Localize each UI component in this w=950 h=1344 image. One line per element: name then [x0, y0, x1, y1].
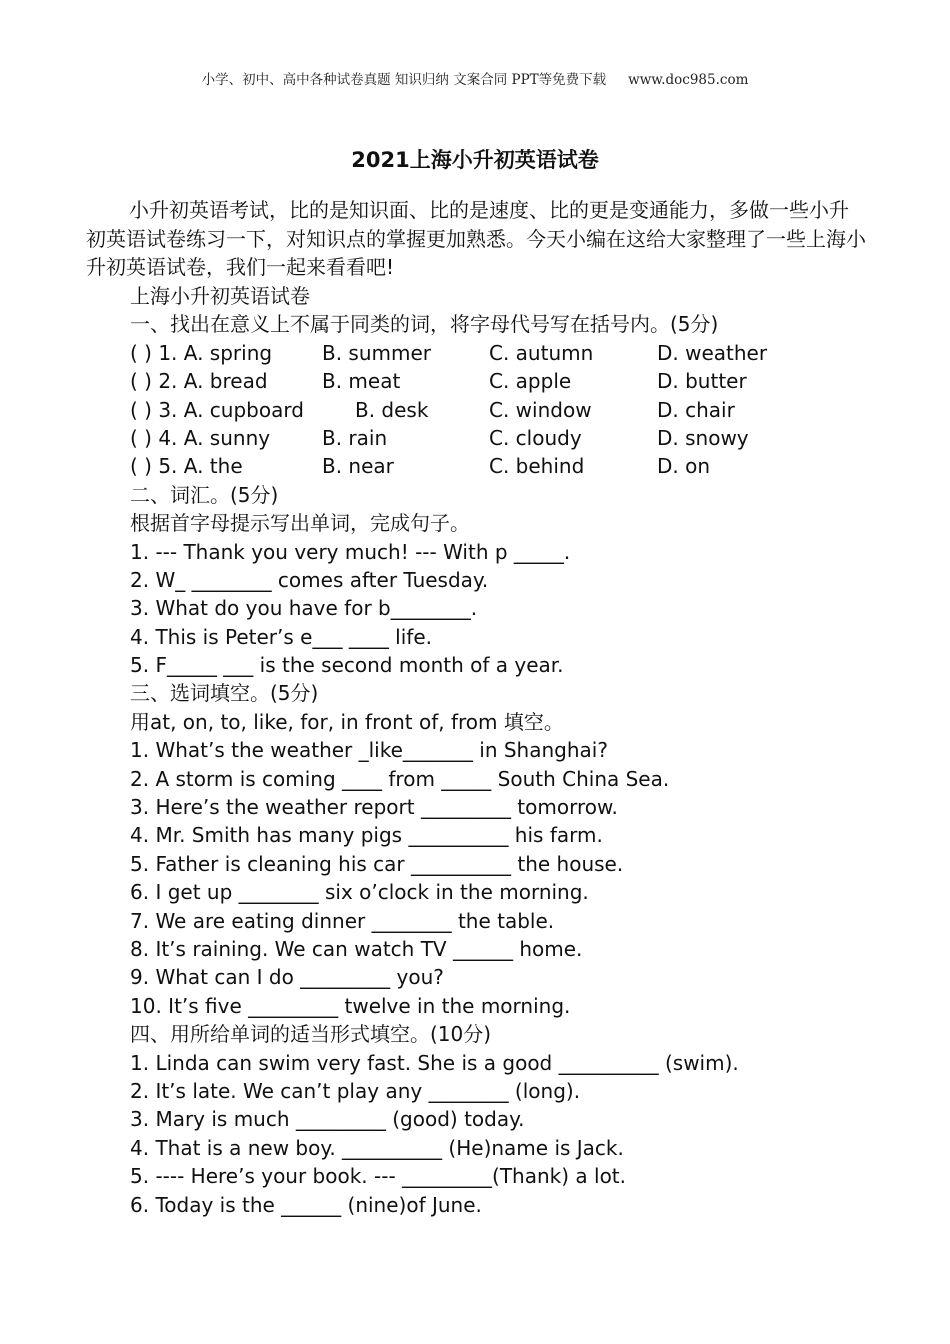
question-item: 1. What’s the weather _like_______ in Shanghai?	[130, 738, 608, 763]
section3-heading: 三、选词填空。(5分)	[130, 681, 319, 706]
option-b: B. near	[322, 454, 394, 479]
question-item: 7. We are eating dinner ________ the table.	[130, 908, 555, 933]
intro-paragraph: 小升初英语考试，比的是知识面、比的是速度、比的更是变通能力，多做一些小升初英语试卷练习一下，对知识点的掌握更加熟悉。今天小编在这给大家整理了一些上海小升初英语试卷，我们一起来看看吧!	[86, 198, 866, 279]
question-item: 3. Mary is much _________ (good) today.	[130, 1107, 525, 1132]
option-a: ( ) 4. A. sunny	[130, 425, 271, 450]
option-a: ( ) 2. A. bread	[130, 369, 268, 394]
option-d: D. chair	[657, 397, 735, 422]
question-row	[130, 396, 890, 424]
question-item: 1. Linda can swim very fast. She is a good __________ (swim).	[130, 1050, 739, 1075]
header-url: www.doc985.com	[628, 72, 749, 88]
option-c: C. window	[489, 397, 592, 422]
option-a: ( ) 5. A. the	[130, 454, 243, 479]
exam-subtitle: 上海小升初英语试卷	[130, 284, 310, 308]
question-item: 6. I get up ________ six o’clock in the morning.	[130, 880, 589, 905]
question-item: 5. Father is cleaning his car __________ the house.	[130, 851, 624, 876]
question-item: 3. What do you have for b________.	[130, 596, 478, 621]
option-c: C. autumn	[489, 340, 594, 365]
question-item: 4. Mr. Smith has many pigs __________ his farm.	[130, 823, 603, 848]
option-c: C. cloudy	[489, 425, 582, 450]
question-item: 2. It’s late. We can’t play any ________ (long).	[130, 1078, 581, 1103]
section4-heading: 四、用所给单词的适当形式填空。(10分)	[130, 1022, 492, 1047]
option-b: B. rain	[322, 425, 388, 450]
question-item: 2. W_ ________ comes after Tuesday.	[130, 567, 489, 592]
question-item: 2. A storm is coming ____ from _____ South China Sea.	[130, 766, 670, 791]
page-title: 2021上海小升初英语试卷	[351, 148, 599, 172]
option-d: D. butter	[657, 369, 747, 394]
question-item: 8. It’s raining. We can watch TV ______ home.	[130, 936, 583, 961]
option-d: D. on	[657, 454, 711, 479]
option-b: B. summer	[322, 340, 432, 365]
question-item: 3. Here’s the weather report _________ tomorrow.	[130, 795, 618, 820]
question-item: 10. It’s five _________ twelve in the morning.	[130, 993, 571, 1018]
question-row	[130, 367, 890, 395]
question-item: 4. That is a new boy. __________ (He)name is Jack.	[130, 1135, 624, 1160]
question-item: 6. Today is the ______ (nine)of June.	[130, 1192, 482, 1217]
question-item: 4. This is Peter’s e___ ____ life.	[130, 624, 432, 649]
section1-heading: 一、找出在意义上不属于同类的词，将字母代号写在括号内。(5分)	[130, 312, 719, 337]
option-d: D. snowy	[657, 425, 749, 450]
option-b: B. meat	[322, 369, 401, 394]
question-item: 5. F_____ ___ is the second month of a year.	[130, 653, 564, 678]
question-item: 9. What can I do _________ you?	[130, 965, 444, 990]
option-a: ( ) 3. A. cupboard	[130, 397, 304, 422]
section2-heading: 二、词汇。(5分)	[130, 482, 279, 507]
option-d: D. weather	[657, 340, 768, 365]
exam-body	[130, 282, 890, 1219]
page-header	[0, 68, 950, 88]
section3-instruction: 用at, on, to, like, for, in front of, from 填空。	[130, 709, 564, 734]
option-c: C. behind	[489, 454, 585, 479]
question-item: 1. --- Thank you very much! --- With p _____.	[130, 539, 571, 564]
question-row	[130, 452, 890, 480]
option-a: ( ) 1. A. spring	[130, 340, 273, 365]
option-c: C. apple	[489, 369, 572, 394]
header-text: 小学、初中、高中各种试卷真题 知识归纳 文案合同 PPT等免费下载	[201, 72, 607, 88]
section2-instruction: 根据首字母提示写出单词，完成句子。	[130, 511, 470, 536]
question-row	[130, 339, 890, 367]
question-row	[130, 424, 890, 452]
option-b: B. desk	[355, 397, 429, 422]
question-item: 5. ---- Here’s your book. --- _________(Thank) a lot.	[130, 1164, 627, 1189]
